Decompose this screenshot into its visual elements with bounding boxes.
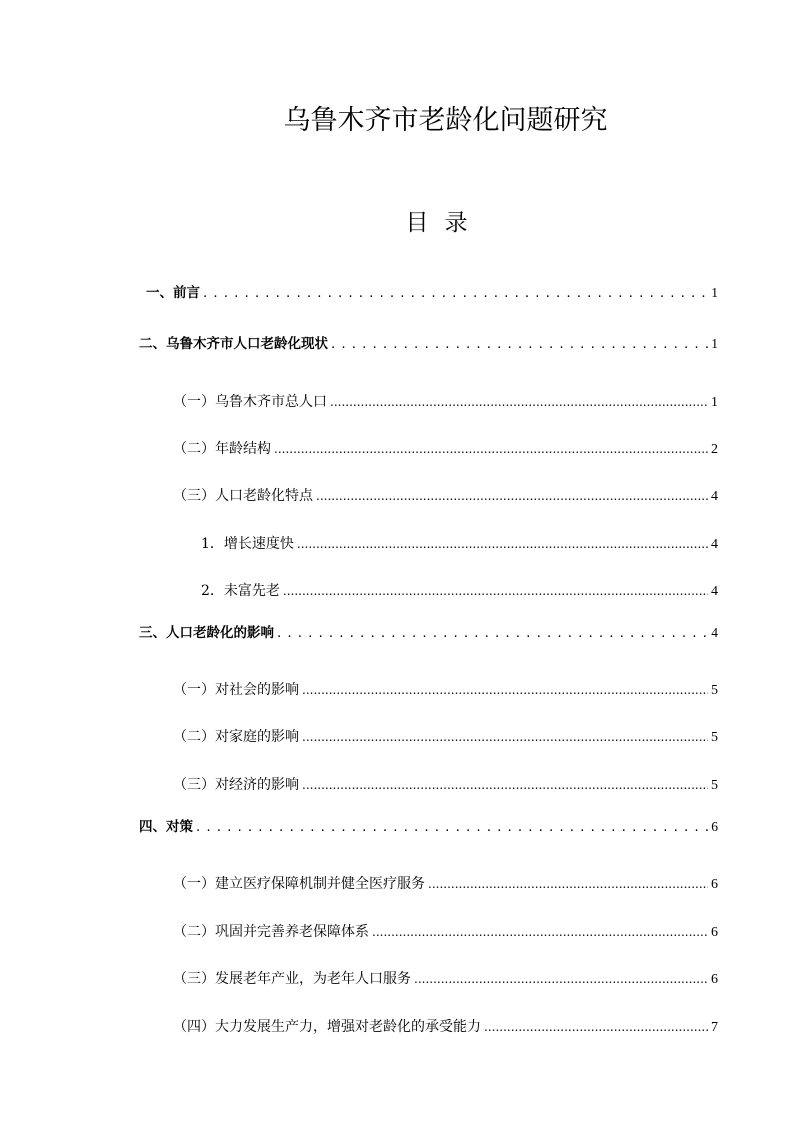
toc-entry-age-structure[interactable] [173,440,718,459]
toc-entry-label: （一）乌鲁木齐市总人口 [173,394,327,410]
toc-entry-label: （三）人口老龄化特点 [173,488,313,504]
toc-page-number: 1 [711,336,718,351]
toc-page-number: 6 [711,925,718,940]
toc-leader [331,335,708,353]
toc-entry-label: （四）大力发展生产力，增强对老龄化的承受能力 [173,1019,481,1035]
toc-page-number: 7 [711,1020,718,1035]
toc-page-number: 1 [711,285,718,300]
toc-entry-fast-growth[interactable] [201,535,718,554]
toc-entry-aging-features[interactable] [173,487,718,506]
toc-leader [277,624,708,642]
toc-entry-label: 二、乌鲁木齐市人口老龄化现状 [139,336,328,352]
toc-entry-label: 1．增长速度快 [201,536,294,552]
toc-entry-countermeasures[interactable] [139,818,718,836]
toc-entry-total-population[interactable] [173,393,718,412]
toc-page-number: 6 [711,819,718,834]
toc-entry-label: （二）年龄结构 [173,441,271,457]
toc-entry-label: 三、人口老龄化的影响 [139,625,274,641]
toc-page-number: 5 [711,730,718,745]
toc-page-number: 4 [711,625,718,640]
toc-page-number: 1 [711,395,718,410]
toc-page-number: 5 [711,683,718,698]
toc-entry-impacts[interactable] [139,624,718,642]
toc-leader [274,440,708,458]
toc-leader [428,875,708,893]
toc-heading [0,204,793,237]
toc-leader [283,582,708,600]
document-title: 乌鲁木齐市老龄化问题研究 [283,105,608,136]
toc-heading-right: 录 [444,210,468,236]
toc-page-number: 6 [711,877,718,892]
toc-entry-elderly-industry[interactable] [173,970,718,989]
toc-page-number: 5 [711,778,718,793]
toc-entry-label: 2．未富先老 [201,583,280,599]
toc-leader [372,923,708,941]
toc-entry-label: （三）发展老年产业，为老年人口服务 [173,971,411,987]
toc-entry-label: 四、对策 [139,819,193,835]
toc-entry-social-impact[interactable] [173,681,718,700]
toc-entry-label: （三）对经济的影响 [173,777,299,793]
toc-leader [302,728,708,746]
toc-entry-preface[interactable] [146,284,718,302]
toc-leader [414,970,708,988]
toc-page-number: 4 [711,537,718,552]
toc-page-number: 6 [711,972,718,987]
toc-entry-label: 一、前言 [146,285,200,301]
toc-leader [484,1018,708,1036]
toc-entry-economic-impact[interactable] [173,776,718,795]
toc-heading-left: 目 [405,210,429,236]
toc-entry-label: （一）建立医疗保障机制并健全医疗服务 [173,876,425,892]
toc-entry-current-status[interactable] [139,335,718,353]
toc-entry-productivity[interactable] [173,1018,718,1037]
toc-leader [330,393,708,411]
toc-entry-label: （二）对家庭的影响 [173,729,299,745]
toc-leader [302,776,708,794]
toc-page-number: 4 [711,584,718,599]
toc-entry-pension-system[interactable] [173,923,718,942]
toc-page-number: 4 [711,489,718,504]
toc-entry-medical-security[interactable] [173,875,718,894]
toc-page-number: 2 [711,442,718,457]
toc-entry-label: （二）巩固并完善养老保障体系 [173,924,369,940]
toc-leader [297,535,708,553]
toc-leader [203,284,708,302]
toc-entry-family-impact[interactable] [173,728,718,747]
toc-entry-old-before-rich[interactable] [201,582,718,601]
toc-entry-label: （一）对社会的影响 [173,682,299,698]
toc-leader [302,681,708,699]
toc-leader [196,818,708,836]
toc-leader [316,487,708,505]
